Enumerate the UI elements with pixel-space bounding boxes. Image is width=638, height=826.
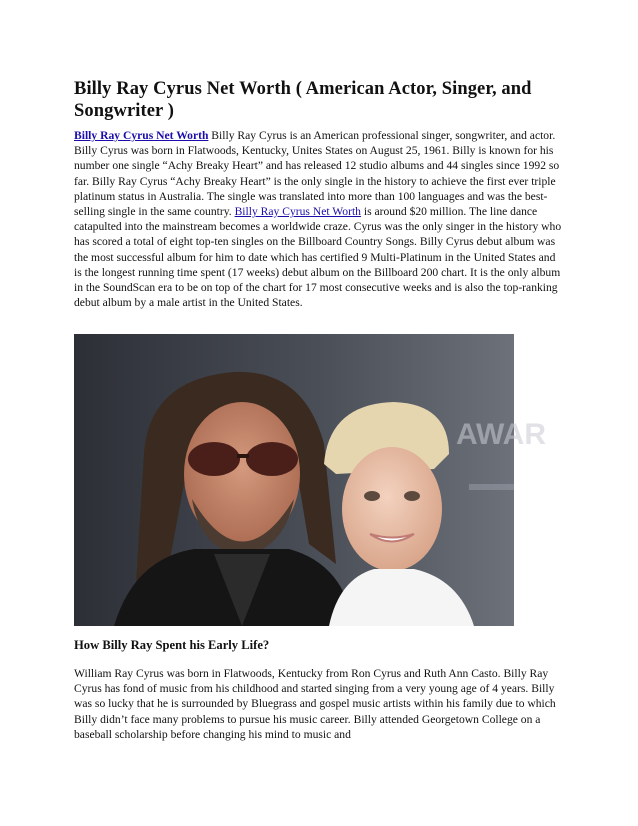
backdrop-lettering: AWAR — [456, 418, 546, 451]
article-photo — [74, 334, 546, 626]
net-worth-link-inline[interactable]: Billy Ray Cyrus Net Worth — [234, 205, 361, 219]
intro-paragraph — [74, 128, 564, 310]
photo-illustration — [74, 334, 546, 626]
intro-text-part-1: Billy Ray Cyrus is an American professional singer, songwriter, and actor. Billy Cyrus was born in Flatwoods, Kentucky, Unites States on August 25, 1961. Billy is known for his number one single “Achy Breaky Heart” and has released 12 studio albums and 44 singles since 1992 so far. Billy Ray Cyrus “Achy Breaky Heart” is the only single in the history to achieve the first ever triple platinum status in Australia. The single was translated into more than 100 languages and was the best-selling single in the same country. — [74, 129, 560, 219]
early-life-section — [74, 638, 564, 742]
article-header — [74, 78, 564, 310]
intro-text-part-2: is around $20 million. The line dance catapulted into the mainstream becomes a worldwide craze. Cyrus was the only singer in the history who has scored a total of eight top-ten singles on the Billboard Country Songs. Billy Cyrus debut album was the most successful album for him to date which has certified 9 Multi-Platinum in the United States and is the longest running time spent (17 weeks) debut album on the Billboard 200 chart. It is the only album in the SoundScan era to be on top of the chart for 17 most consecutive weeks and is also the top-ranking debut album by a male artist in the United States. — [74, 205, 562, 310]
page-title: Billy Ray Cyrus Net Worth ( American Actor, Singer, and Songwriter ) — [74, 79, 532, 121]
net-worth-link[interactable]: Billy Ray Cyrus Net Worth — [74, 129, 209, 142]
section-heading: How Billy Ray Spent his Early Life? — [74, 638, 270, 652]
early-life-paragraph: William Ray Cyrus was born in Flatwoods, Kentucky from Ron Cyrus and Ruth Ann Casto. Billy Ray Cyrus has fond of music from his childhood and started singing from a very young age of 4 years. Billy was so lucky that he is surrounded by Bluegrass and gospel music artists within his family due to which Billy didn’t face many problems to pursue his music career. Billy attended Georgetown College on a baseball scholarship before changing his mind to music and — [74, 667, 556, 741]
